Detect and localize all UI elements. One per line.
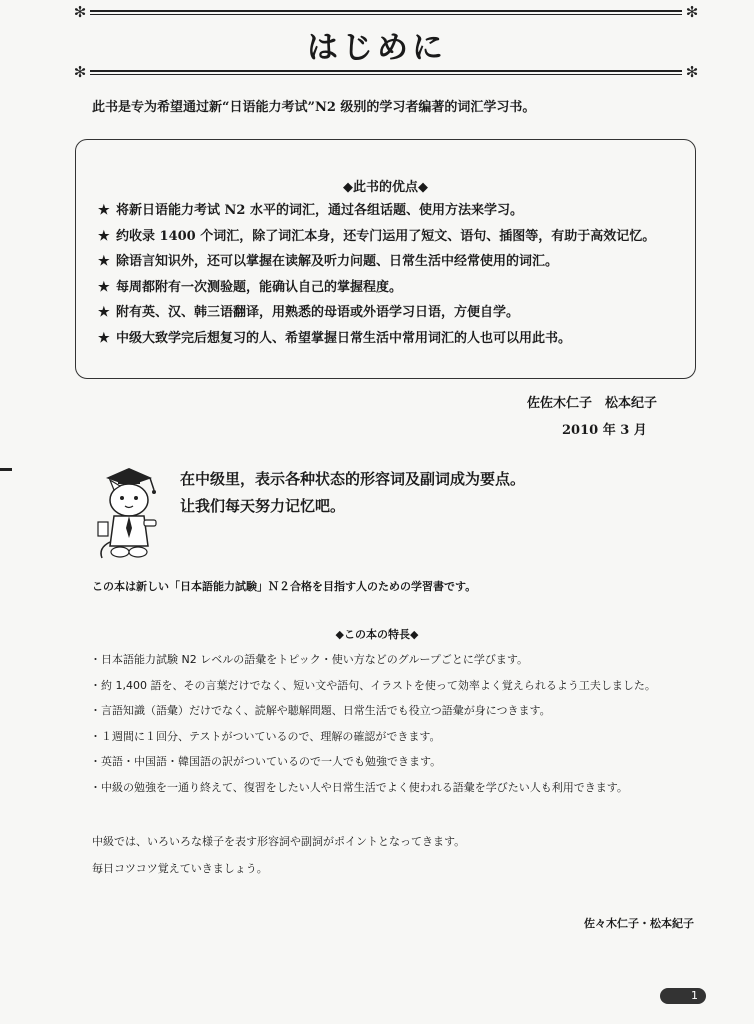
page-title: はじめに bbox=[307, 30, 447, 66]
list-item: ・１週間に１回分、テストがついているので、理解の確認ができます。 bbox=[90, 729, 441, 743]
list-item: ・日本語能力試験 N2 レベルの語彙をトピック・使い方などのグループごとに学びます。 bbox=[90, 653, 529, 666]
closing-line-2-jp: 毎日コツコツ覚えていきましょう。 bbox=[92, 862, 268, 875]
asterisk-ornament-icon: ✻ bbox=[685, 63, 699, 81]
bottom-ornament-rule bbox=[72, 64, 700, 80]
lead-line-2: 让我们每天努力记忆吧。 bbox=[180, 497, 346, 515]
list-item: ・中級の勉強を一通り終えて、復習をしたい人や日常生活でよく使われる語彙を学びたい人も利用できます。 bbox=[90, 780, 628, 794]
cat-graduate-mascot-icon bbox=[92, 462, 166, 562]
features-box-zh bbox=[75, 139, 696, 379]
features-title-jp: ◆この本の特長◆ bbox=[335, 628, 419, 641]
lead-line-1: 在中级里，表示各种状态的形容词及副词成为要点。 bbox=[180, 470, 526, 488]
asterisk-ornament-icon: ✻ bbox=[73, 3, 87, 21]
list-item: ★ 将新日语能力考试 N2 水平的词汇，通过各组话题、使用方法来学习。 bbox=[98, 198, 655, 224]
margin-mark bbox=[0, 468, 12, 471]
list-item: ★ 附有英、汉、韩三语翻译，用熟悉的母语或外语学习日语，方便自学。 bbox=[98, 300, 655, 326]
date-zh: 2010 年 3 月 bbox=[562, 423, 647, 438]
asterisk-ornament-icon: ✻ bbox=[685, 3, 699, 21]
star-bullet-icon: ★ bbox=[98, 279, 110, 295]
star-bullet-icon: ★ bbox=[98, 228, 110, 244]
page-number-badge: 1 bbox=[660, 988, 706, 1004]
double-rule-line bbox=[90, 10, 682, 15]
star-bullet-icon: ★ bbox=[98, 330, 110, 346]
closing-line-1-jp: 中級では、いろいろな様子を表す形容詞や副詞がポイントとなってきます。 bbox=[92, 835, 466, 848]
list-item: ・言語知識（語彙）だけでなく、読解や聴解問題、日常生活でも役立つ語彙が身につきます。 bbox=[90, 704, 551, 718]
star-bullet-icon: ★ bbox=[98, 254, 110, 270]
star-bullet-icon: ★ bbox=[98, 203, 110, 218]
intro-jp: この本は新しい「日本語能力試験」Ｎ２合格を目指す人のための学習書です。 bbox=[92, 580, 477, 593]
star-bullet-icon: ★ bbox=[98, 305, 110, 321]
list-item: ★ 中级大致学完后想复习的人、希望掌握日常生活中常用词汇的人也可以用此书。 bbox=[98, 326, 655, 352]
asterisk-ornament-icon: ✻ bbox=[73, 63, 87, 81]
features-list-jp bbox=[90, 652, 656, 806]
authors-zh: 佐佐木仁子 松本纪子 bbox=[527, 396, 658, 411]
list-item: ・英語・中国語・韓国語の訳がついているので一人でも勉強できます。 bbox=[90, 755, 442, 769]
authors-jp: 佐々木仁子・松本紀子 bbox=[584, 917, 694, 930]
list-item: ★ 约收录 1400 个词汇，除了词汇本身，还专门运用了短文、语句、插图等，有助于高效记忆。 bbox=[98, 224, 655, 250]
list-item: ★ 每周都附有一次测验题，能确认自己的掌握程度。 bbox=[98, 275, 655, 301]
features-title-zh: ◆此书的优点◆ bbox=[343, 180, 428, 195]
intro-zh: 此书是专为希望通过新“日语能力考试”N2 级别的学习者编著的词汇学习书。 bbox=[92, 100, 536, 115]
top-ornament-rule bbox=[72, 4, 700, 20]
features-list-zh bbox=[98, 198, 655, 352]
double-rule-line bbox=[90, 70, 682, 75]
list-item: ★ 除语言知识外，还可以掌握在读解及听力问题、日常生活中经常使用的词汇。 bbox=[98, 249, 655, 275]
list-item: ・約 1,400 語を、その言葉だけでなく、短い文や語句、イラストを使って効率よく覚えられるよう工夫しました。 bbox=[90, 678, 656, 692]
